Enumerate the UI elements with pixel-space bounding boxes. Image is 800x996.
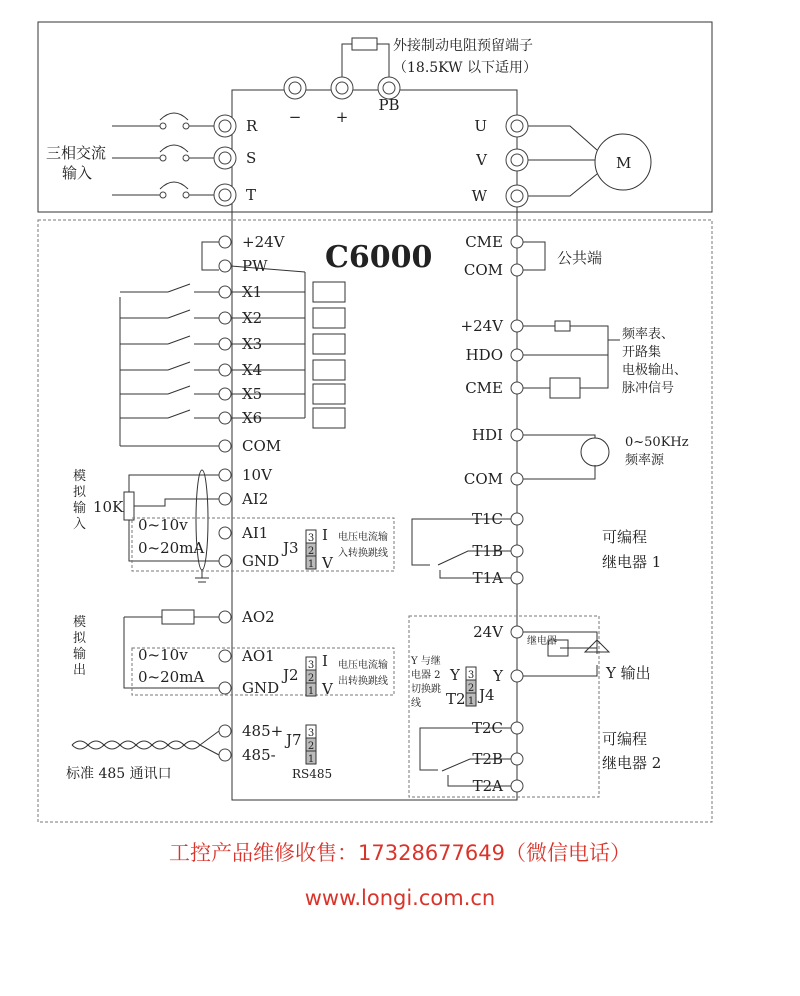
common-jumper bbox=[523, 242, 545, 270]
dc-terminal-label: PB bbox=[378, 96, 400, 114]
j4-y: Y bbox=[450, 666, 460, 684]
terminal-AO2 bbox=[219, 611, 231, 623]
terminal-X3 bbox=[219, 338, 231, 350]
terminal-AI1 bbox=[219, 527, 231, 539]
dc-terminal-0-inner bbox=[289, 82, 301, 94]
j2-pin-label: 2 bbox=[307, 673, 315, 684]
terminal-X1 bbox=[219, 286, 231, 298]
input-terminal-label: S bbox=[246, 149, 257, 167]
j3-label: J3 bbox=[283, 539, 299, 557]
terminal-label-COM: COM bbox=[463, 470, 503, 488]
output-terminal-label: V bbox=[476, 151, 487, 169]
terminal-label-AI2: AI2 bbox=[242, 490, 269, 508]
load-icon bbox=[550, 378, 580, 398]
terminal-HDO bbox=[511, 349, 523, 361]
terminal-X2 bbox=[219, 312, 231, 324]
j7-pin-label: 3 bbox=[307, 728, 315, 739]
breaker-icon bbox=[160, 182, 188, 189]
terminal-label-HDO: HDO bbox=[465, 346, 503, 364]
j2-label: J2 bbox=[283, 666, 299, 684]
terminal-PW bbox=[219, 260, 231, 272]
wire bbox=[168, 410, 190, 418]
hdi-wiring bbox=[523, 435, 595, 479]
terminal-label-X6: X6 bbox=[242, 409, 263, 427]
resistor-icon bbox=[162, 610, 194, 624]
terminal-label-T2C: T2C bbox=[471, 719, 503, 737]
terminal-label-CME: CME bbox=[465, 379, 503, 397]
j7-sub: RS485 bbox=[292, 767, 333, 781]
rs485-twisted-pair bbox=[72, 745, 200, 749]
terminal-X4 bbox=[219, 364, 231, 376]
j3-i: I bbox=[322, 526, 328, 544]
terminal-COM bbox=[511, 264, 523, 276]
terminal-T1A bbox=[511, 572, 523, 584]
terminal-label-PW: PW bbox=[242, 257, 268, 275]
hdo-note: 脉冲信号 bbox=[622, 381, 675, 396]
ground-icon bbox=[195, 570, 209, 582]
input-label: 三相交流 bbox=[46, 144, 107, 162]
output-terminal-W-inner bbox=[511, 190, 523, 202]
j4-pin-label: 1 bbox=[467, 696, 475, 707]
wire bbox=[168, 336, 190, 344]
hdo-note: 电极输出、 bbox=[622, 363, 688, 378]
terminal-24V bbox=[511, 626, 523, 638]
terminal-label-X4: X4 bbox=[242, 361, 263, 379]
hdo-wiring bbox=[523, 326, 608, 388]
j7-pin-label: 2 bbox=[307, 741, 315, 752]
footer-contact: 工控产品维修收售：17328677649（微信电话） bbox=[169, 841, 631, 865]
terminal-CME bbox=[511, 236, 523, 248]
output-terminal-U-inner bbox=[511, 120, 523, 132]
terminal-label-AO2: AO2 bbox=[242, 608, 275, 626]
analog-in-label: 模 bbox=[73, 469, 87, 484]
footer-url[interactable]: www.longi.com.cn bbox=[304, 886, 496, 910]
dc-terminal-label: + bbox=[335, 108, 349, 126]
terminal-label-+24V: +24V bbox=[460, 317, 503, 335]
wire bbox=[202, 242, 219, 270]
j3-note: 电压电流输 bbox=[338, 532, 388, 543]
terminal-T2C bbox=[511, 722, 523, 734]
terminal-T1C bbox=[511, 513, 523, 525]
terminal-label-T2A: T2A bbox=[472, 777, 503, 795]
brake-note-power: （18.5KW 以下适用） bbox=[393, 60, 537, 76]
breaker-icon bbox=[160, 145, 188, 152]
optocoupler-icon bbox=[313, 334, 345, 354]
optocoupler-icon bbox=[313, 384, 345, 404]
j4-t2: T2 bbox=[446, 690, 466, 708]
optocoupler-icon bbox=[313, 308, 345, 328]
relay1-label: 可编程 bbox=[602, 528, 648, 546]
terminal-COM bbox=[511, 473, 523, 485]
wire bbox=[168, 310, 190, 318]
analog-out-label: 出 bbox=[73, 663, 87, 678]
optocoupler-icon bbox=[313, 282, 345, 302]
breaker-icon bbox=[160, 113, 188, 120]
terminal-T1B bbox=[511, 545, 523, 557]
terminal-485+ bbox=[219, 725, 231, 737]
terminal-label-X3: X3 bbox=[242, 335, 263, 353]
terminal-+24V bbox=[219, 236, 231, 248]
output-terminal-label: W bbox=[471, 187, 487, 205]
terminal-label-CME: CME bbox=[465, 233, 503, 251]
j4-label: J4 bbox=[479, 686, 495, 704]
terminal-AI2 bbox=[219, 493, 231, 505]
terminal-COM bbox=[219, 440, 231, 452]
brake-resistor bbox=[352, 38, 377, 50]
analog-in-label: 输 bbox=[73, 501, 87, 516]
terminal-CME bbox=[511, 382, 523, 394]
terminal-485- bbox=[219, 749, 231, 761]
relay2-label: 可编程 bbox=[602, 730, 648, 748]
terminal-label-T1A: T1A bbox=[472, 569, 503, 587]
terminal-+24V bbox=[511, 320, 523, 332]
terminal-label-10V: 10V bbox=[242, 466, 272, 484]
optocoupler-icon bbox=[313, 360, 345, 380]
input-terminal-R-inner bbox=[219, 120, 231, 132]
switch-contact bbox=[160, 192, 166, 198]
ao-range-v: 0~10v bbox=[138, 646, 188, 664]
hdi-note: 频率源 bbox=[625, 453, 665, 468]
dc-terminal-1-inner bbox=[336, 82, 348, 94]
terminal-label-GND: GND bbox=[242, 679, 280, 697]
ai-range-ma: 0~20mA bbox=[138, 539, 205, 557]
switch-contact bbox=[183, 155, 189, 161]
wire bbox=[168, 284, 190, 292]
brake-note: 外接制动电阻预留端子 bbox=[393, 38, 533, 54]
terminal-label-T1C: T1C bbox=[471, 510, 503, 528]
input-terminal-T-inner bbox=[219, 189, 231, 201]
brake-resistor-wire bbox=[342, 44, 389, 77]
terminal-T2B bbox=[511, 753, 523, 765]
j4-note-3: 切换跳 bbox=[411, 684, 441, 695]
terminal-label-X2: X2 bbox=[242, 309, 263, 327]
input-terminal-label: T bbox=[246, 186, 257, 204]
analog-out-label: 拟 bbox=[73, 631, 87, 646]
common-label: 公共端 bbox=[557, 249, 603, 267]
terminal-label-AI1: AI1 bbox=[242, 524, 269, 542]
analog-out-label: 输 bbox=[73, 647, 87, 662]
terminal-label-AO1: AO1 bbox=[242, 647, 275, 665]
terminal-X6 bbox=[219, 412, 231, 424]
j2-pin-label: 1 bbox=[307, 686, 315, 697]
terminal-10V bbox=[219, 469, 231, 481]
terminal-label-T1B: T1B bbox=[472, 542, 503, 560]
optocoupler-icon bbox=[313, 408, 345, 428]
j2-v: V bbox=[322, 680, 333, 698]
rs485-wiring bbox=[200, 731, 219, 755]
input-terminal-S-inner bbox=[219, 152, 231, 164]
terminal-label-X5: X5 bbox=[242, 385, 263, 403]
output-terminal-V-inner bbox=[511, 154, 523, 166]
terminal-label-T2B: T2B bbox=[472, 750, 503, 768]
hdo-note: 频率表、 bbox=[622, 327, 675, 342]
j3-pin-label: 3 bbox=[307, 533, 315, 544]
analog-in-label: 入 bbox=[73, 517, 87, 532]
dc-terminal-2-inner bbox=[383, 82, 395, 94]
switch-contact bbox=[183, 123, 189, 129]
wire bbox=[168, 362, 190, 370]
j7-pin-label: 1 bbox=[307, 754, 315, 765]
j7-label: J7 bbox=[286, 731, 302, 749]
terminal-Y bbox=[511, 670, 523, 682]
y-output-label: Y 输出 bbox=[606, 664, 651, 682]
terminal-X5 bbox=[219, 388, 231, 400]
switch-contact bbox=[160, 155, 166, 161]
terminal-label-485+: 485+ bbox=[242, 722, 284, 740]
j3-v: V bbox=[322, 554, 333, 572]
relay2-label-2: 继电器 2 bbox=[602, 754, 662, 772]
switch-contact bbox=[160, 123, 166, 129]
dc-terminal-label: − bbox=[288, 108, 302, 126]
switch-contact bbox=[183, 192, 189, 198]
analog-in-label: 拟 bbox=[73, 485, 87, 500]
terminal-label-COM: COM bbox=[463, 261, 503, 279]
wire bbox=[168, 386, 190, 394]
ai-range-v: 0~10v bbox=[138, 516, 188, 534]
rs485-label: 标准 485 通讯口 bbox=[66, 766, 172, 782]
pot-label: 10K bbox=[93, 498, 124, 516]
j4-pin-label: 3 bbox=[467, 670, 475, 681]
input-terminal-label: R bbox=[246, 117, 258, 135]
j4-note-4: 线 bbox=[411, 698, 421, 709]
model-name: C6000 bbox=[325, 240, 433, 275]
terminal-GND bbox=[219, 555, 231, 567]
relay-box-label: 继电器 bbox=[527, 636, 557, 647]
hdi-note: 0~50KHz bbox=[625, 435, 689, 450]
hdo-note: 开路集 bbox=[622, 345, 662, 360]
analog-out-label: 模 bbox=[73, 615, 87, 630]
terminal-T2A bbox=[511, 780, 523, 792]
terminal-label-HDI: HDI bbox=[471, 426, 503, 444]
frequency-source-icon bbox=[581, 438, 609, 466]
motor-label: M bbox=[616, 154, 632, 172]
terminal-AO1 bbox=[219, 650, 231, 662]
j4-note-2: 电器 2 bbox=[411, 670, 441, 681]
terminal-label-+24V: +24V bbox=[242, 233, 285, 251]
j4-note: Y 与继 bbox=[411, 656, 441, 667]
terminal-label-X1: X1 bbox=[242, 283, 263, 301]
relay1-label-2: 继电器 1 bbox=[602, 553, 662, 571]
terminal-label-GND: GND bbox=[242, 552, 280, 570]
j3-note-2: 入转换跳线 bbox=[338, 548, 388, 559]
j3-pin-label: 2 bbox=[307, 546, 315, 557]
j2-note: 电压电流输 bbox=[338, 660, 388, 671]
terminal-label-24V: 24V bbox=[473, 623, 503, 641]
input-label-2: 输入 bbox=[62, 164, 93, 182]
j3-pin-label: 1 bbox=[307, 559, 315, 570]
j2-pin-label: 3 bbox=[307, 660, 315, 671]
ao-range-ma: 0~20mA bbox=[138, 668, 205, 686]
terminal-GND bbox=[219, 682, 231, 694]
motor-wires bbox=[528, 126, 597, 196]
output-terminal-label: U bbox=[474, 117, 487, 135]
terminal-label-Y: Y bbox=[493, 667, 503, 685]
terminal-label-485-: 485- bbox=[242, 746, 276, 764]
terminal-HDI bbox=[511, 429, 523, 441]
j2-note-2: 出转换跳线 bbox=[338, 676, 388, 687]
resistor-icon bbox=[555, 321, 570, 331]
j4-pin-label: 2 bbox=[467, 683, 475, 694]
terminal-label-COM: COM bbox=[242, 437, 282, 455]
j2-i: I bbox=[322, 652, 328, 670]
potentiometer-icon bbox=[124, 492, 134, 520]
